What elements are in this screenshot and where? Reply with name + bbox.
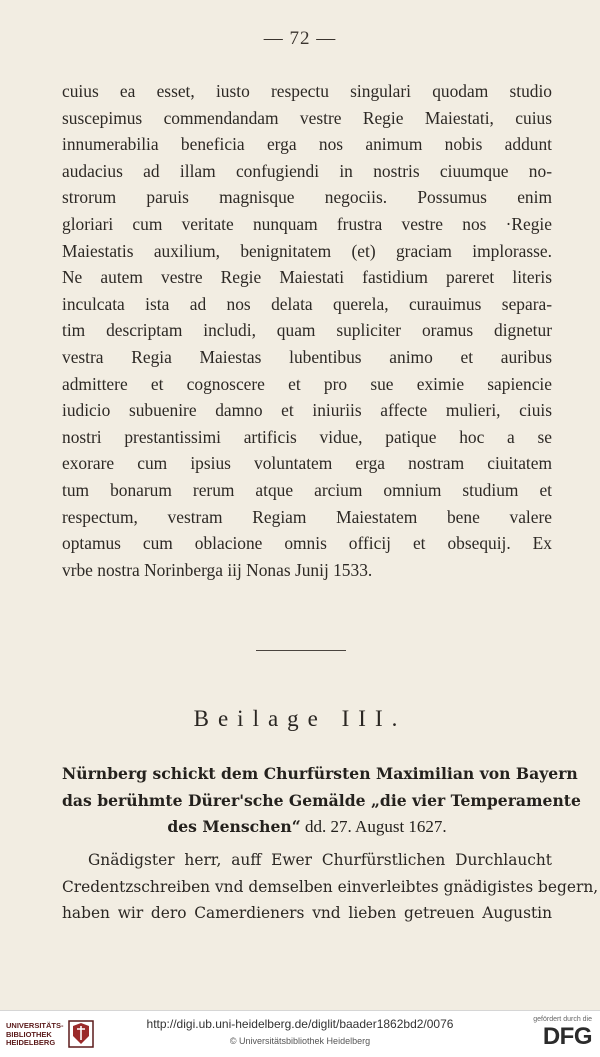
text-line: haben wir dero Camerdieners vnd lieben getreuen Augustin [62,904,552,923]
text-line: Ne autem vestre Regie Maiestati fastidium pareret literis [62,267,552,288]
section-divider [256,650,346,651]
title-date: dd. 27. August 1627. [300,817,447,837]
dfg-caption: gefördert durch die [533,1016,592,1023]
text-line: audacius ad illam confugiendi in nostris ciuumque no- [62,160,552,181]
copyright-notice: © Universitätsbibliothek Heidelberg [229,1036,371,1046]
text-line: gloriari cum veritate nunquam frustra vestre nos ·Regie [62,213,552,234]
institution-line: HEIDELBERG [6,1038,56,1047]
document-url-link[interactable]: http://digi.ub.uni-heidelberg.de/diglit/baader1862bd2/0076 [146,1017,454,1031]
text-line: optamus cum oblacione omnis officij et obsequij. Ex [62,533,552,554]
title-line: das berühmte Dürer'sche Gemälde „die vier Temperamente [62,790,581,810]
text-line: exorare cum ipsius voluntatem erga nostram ciuitatem [62,453,552,474]
text-line: admittere et cognoscere et pro sue eximie sapiencie [62,373,552,394]
text-line: Gnädigster herr, auff Ewer Churfürstlichen Durchlaucht [88,851,552,869]
german-letter-text [62,847,599,927]
text-line: tim descriptam includi, quam supliciter oramus dignetur [62,320,552,341]
dfg-wordmark: DFG [542,1023,592,1050]
dfg-logo[interactable] [512,1015,592,1053]
latin-letter-text [62,78,552,583]
text-line: innumerabilia beneficia erga nos animum nobis addunt [62,134,552,155]
viewer-footer [0,1010,600,1057]
text-line: tum bonarum rerum atque arcium omnium studium et [62,479,552,500]
text-line: vrbe nostra Norinberga iij Nonas Junij 1533. [62,559,373,580]
text-line: nostri prestantissimi artificis vidue, patique hoc a se [62,426,552,447]
text-line: Maiestatis auxilium, benignitatem (et) graciam implorasse. [62,240,552,261]
text-line: iudicio subuenire damno et iniuriis affecte mulieri, ciuis [62,400,552,421]
text-line: inculcata ista ad nos delata querela, curauimus separa- [62,293,552,314]
section-title [62,760,581,840]
title-line [62,813,552,840]
text-line: suscepimus commendandam vestre Regie Maiestati, cuius [62,107,552,128]
text-line: Credentzschreiben vnd demselben einverleibtes gnädigistes begern, [62,877,599,896]
text-line: vestra Regia Maiestas lubentibus animo et auribus [62,346,552,367]
text-line: strorum paruis magnisque negociis. Possumus enim [62,187,552,208]
title-line: Nürnberg schickt dem Churfürsten Maximilian von Bayern [62,764,578,783]
text-line: cuius ea esset, iusto respectu singulari quodam studio [62,81,552,101]
page-number: — 72 — [263,28,337,49]
text-line: respectum, vestram Regiam Maiestatem bene valere [62,506,552,527]
institution-line: BIBLIOTHEK [6,1029,52,1039]
title-fragment: des Menschen“ [167,817,301,837]
section-heading: Beilage III. [193,706,407,731]
institution-line: UNIVERSITÄTS- [6,1021,64,1030]
